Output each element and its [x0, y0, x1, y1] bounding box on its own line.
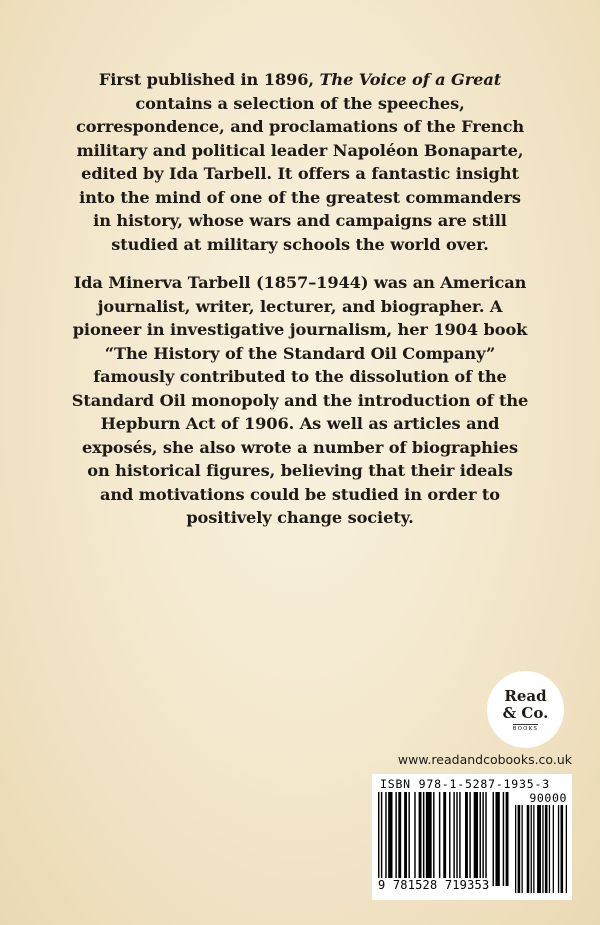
barcode — [372, 774, 572, 900]
barcode-addon-bars — [515, 805, 567, 893]
logo-line-books: BOOKS — [512, 725, 539, 732]
barcode-bar — [395, 792, 396, 886]
barcode-bar — [433, 792, 434, 886]
barcode-bar — [385, 792, 386, 886]
barcode-bar — [474, 792, 478, 886]
barcode-bar — [522, 805, 523, 893]
barcode-bar — [439, 792, 440, 886]
barcode-bar — [469, 792, 470, 886]
book-title: The Voice of a Great — [319, 70, 502, 89]
barcode-bar — [531, 805, 532, 893]
price-code: 90000 — [529, 791, 567, 805]
barcode-bar — [480, 792, 481, 886]
barcode-bar — [378, 792, 379, 886]
barcode-bar — [381, 792, 382, 886]
barcode-bar — [459, 792, 460, 886]
logo-line-co: & Co. — [502, 703, 549, 722]
barcode-bar — [388, 792, 392, 886]
barcode-bar — [443, 792, 446, 886]
blurb-paragraph-2: Ida Minerva Tarbell (1857–1944) was an American journalist, writer, lecturer, and biographer. A pioneer in investigative journalism, her 1904 book “The History of the Standard Oil Company” famously contributed to the dissolution of the Standard Oil monopoly and the introduction of the Hepburn Act of 1906. As well as articles and exposés, she also wrote a number of biographies on historical figures, believing that their ideals and motivations could be studied in order to positively change society. — [71, 273, 529, 527]
isbn-label: ISBN 978-1-5287-1935-3 — [380, 777, 550, 791]
barcode-bar — [453, 792, 454, 886]
barcode-bar — [423, 792, 424, 886]
barcode-bar — [566, 805, 567, 893]
barcode-bar — [408, 792, 409, 886]
blurb-intro-text: First published in 1896, — [98, 70, 320, 89]
barcode-bar — [419, 792, 422, 886]
barcode-bar — [558, 805, 559, 893]
blurb — [70, 68, 530, 545]
barcode-bar — [503, 792, 504, 886]
barcode-bar — [549, 805, 550, 893]
barcode-bar — [506, 792, 509, 886]
barcode-bar — [518, 805, 521, 893]
barcode-bar — [482, 792, 483, 886]
barcode-bar — [456, 792, 457, 886]
ean-digits: 9 781528 719353 — [378, 878, 490, 892]
barcode-bar — [553, 805, 554, 893]
barcode-bar — [527, 805, 530, 893]
barcode-bar — [426, 792, 432, 886]
barcode-bar — [542, 805, 543, 893]
barcode-bar — [449, 792, 450, 886]
barcode-bar — [465, 792, 468, 886]
blurb-paragraph-1 — [70, 68, 530, 256]
barcode-bar — [404, 792, 407, 886]
publisher-url: www.readandcobooks.co.uk — [397, 752, 572, 767]
barcode-bar — [398, 792, 401, 886]
barcode-bars — [378, 792, 510, 886]
publisher-logo — [487, 671, 564, 748]
logo-line-read: Read — [504, 686, 547, 705]
barcode-bar — [537, 805, 541, 893]
barcode-bar — [495, 792, 499, 886]
barcode-bar — [515, 805, 516, 893]
barcode-bar — [561, 805, 564, 893]
barcode-bar — [493, 792, 494, 886]
barcode-bar — [485, 792, 486, 886]
barcode-bar — [414, 792, 415, 886]
barcode-bar — [533, 805, 534, 893]
blurb-description: contains a selection of the speeches, correspondence, and proclamations of the French military and political leader Napoléon Bonaparte, edited by Ida Tarbell. It offers a fantastic insight into the mind of one of the greatest commanders in history, whose wars and campaigns are still studied at military schools the world over. — [75, 93, 525, 254]
barcode-bar — [545, 805, 548, 893]
